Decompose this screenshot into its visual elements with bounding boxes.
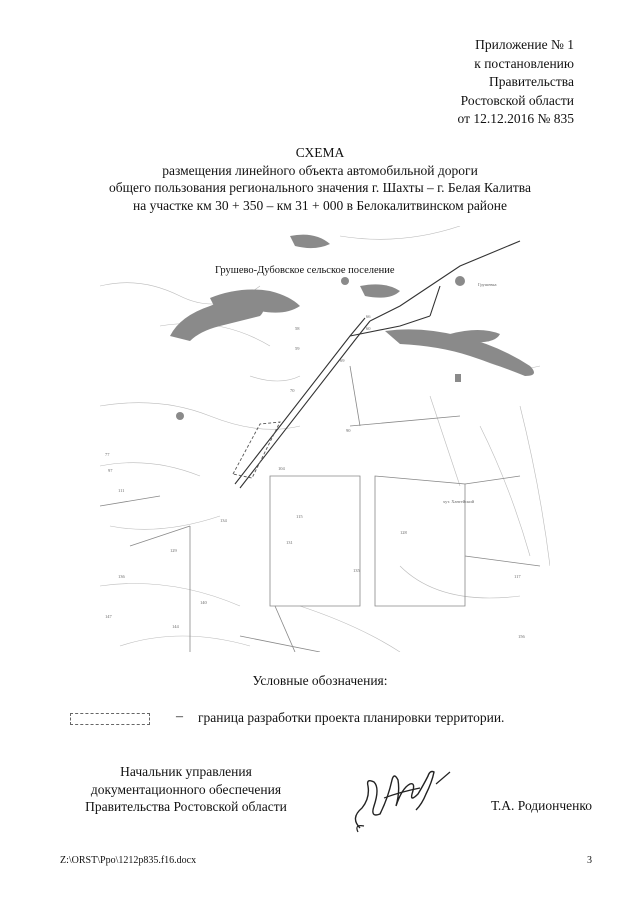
legend-title: Условные обозначения:	[252, 673, 388, 688]
appendix-header	[374, 36, 574, 129]
map-settlement-label: Грушево-Дубовское сельское поселение	[215, 265, 395, 276]
footer-page-number: 3	[587, 855, 592, 866]
map-label-77: 77	[105, 452, 110, 457]
map-label-140: 140	[200, 600, 207, 605]
map-label-144: 144	[172, 624, 179, 629]
appendix-line-2: к постановлению	[474, 55, 574, 71]
appendix-line-5: от 12.12.2016 № 835	[457, 111, 574, 126]
map-label-115: 115	[296, 514, 303, 519]
map-label-135: 135	[353, 568, 360, 573]
map-label-128: 128	[400, 530, 407, 535]
map-label-70: 70	[290, 388, 295, 393]
signatory-position	[66, 763, 306, 816]
map-label-69: 69	[340, 358, 345, 363]
map-label-58: 58	[295, 326, 300, 331]
map-label-129: 129	[170, 548, 177, 553]
position-line-3: Правительства Ростовской области	[85, 799, 287, 814]
map-label-147: 147	[105, 614, 112, 619]
map-label-111: 111	[118, 488, 125, 493]
map-label-90: 90	[346, 428, 351, 433]
map-label-136: 136	[118, 574, 125, 579]
map-label-khutor: хут. Хангейский	[443, 499, 475, 504]
legend-dash: –	[176, 709, 183, 724]
legend-text: граница разработки проекта планировки территории.	[198, 710, 505, 725]
position-line-1: Начальник управления	[120, 764, 252, 779]
title-line-3: на участке км 30 + 350 – км 31 + 000 в Белокалитвинском районе	[133, 197, 507, 213]
scheme-map	[100, 226, 550, 652]
title-line-2: общего пользования регионального значения г. Шахты – г. Белая Калитва	[109, 180, 531, 195]
map-topography	[100, 226, 550, 652]
map-label-60: 60	[366, 326, 371, 331]
map-label-156: 156	[518, 634, 525, 639]
handwritten-signature	[340, 758, 460, 838]
legend-row	[64, 710, 604, 730]
legend-boundary-symbol	[70, 713, 150, 725]
map-label-104: 104	[278, 466, 285, 471]
appendix-line-4: Ростовской области	[460, 92, 574, 108]
map-label-grushevka: Грушевка	[478, 282, 497, 287]
signatory-name: Т.А. Родионченко	[491, 798, 592, 813]
map-label-97: 97	[108, 468, 113, 473]
title-line-1: размещения линейного объекта автомобильной дороги	[162, 162, 478, 178]
map-label-134: 134	[220, 518, 227, 523]
map-label-117: 117	[514, 574, 521, 579]
appendix-line-1: Приложение № 1	[475, 37, 574, 52]
map-field-boundaries	[100, 366, 540, 652]
title-heading: СХЕМА	[295, 145, 345, 160]
position-line-2: документационного обеспечения	[90, 781, 282, 797]
map-roads	[235, 241, 520, 488]
appendix-line-3: Правительства	[489, 74, 574, 89]
map-label-131: 131	[286, 540, 293, 545]
footer-file-path: Z:\ORST\Ppo\1212p835.f16.docx	[60, 855, 197, 866]
map-label-59: 59	[295, 346, 300, 351]
document-title	[0, 144, 640, 214]
map-label-66: 66	[366, 314, 371, 319]
map-planning-boundary	[233, 422, 280, 478]
